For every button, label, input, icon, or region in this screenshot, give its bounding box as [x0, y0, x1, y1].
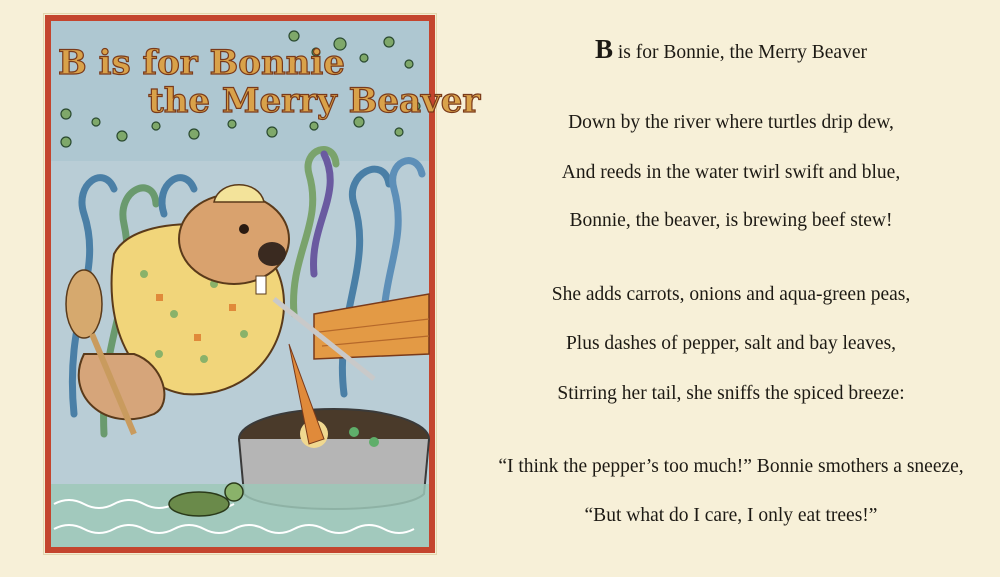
poem-line: Down by the river where turtles drip dew, [568, 112, 894, 133]
poem-line: Plus dashes of pepper, salt and bay leaves, [565, 333, 897, 354]
poem-title-rest: is for Bonnie, the Merry Beaver [613, 42, 867, 63]
poem-line: Bonnie, the beaver, is brewing beef stew! [569, 210, 893, 231]
river-water [51, 483, 429, 547]
poem-line: “But what do I care, I only eat trees!” [584, 505, 878, 526]
illustration-title-line2: the Merry Beaver [148, 81, 481, 121]
poem-line: She adds carrots, onions and aqua-green peas, [551, 284, 911, 305]
poem-line: Stirring her tail, she sniffs the spiced breeze: [557, 383, 905, 404]
illustration-title-line1: B is for Bonnie [58, 43, 345, 83]
poem-text-panel [462, 0, 1000, 577]
poem-title [462, 34, 1000, 65]
turtle-icon [169, 492, 229, 516]
poem-line: And reeds in the water twirl swift and blue, [561, 162, 901, 183]
poem-line: “I think the pepper’s too much!” Bonnie smothers a sneeze, [498, 456, 964, 477]
poem-title-initial: B [595, 34, 614, 64]
beaver-illustration [44, 14, 481, 554]
illustration-panel [44, 14, 481, 554]
